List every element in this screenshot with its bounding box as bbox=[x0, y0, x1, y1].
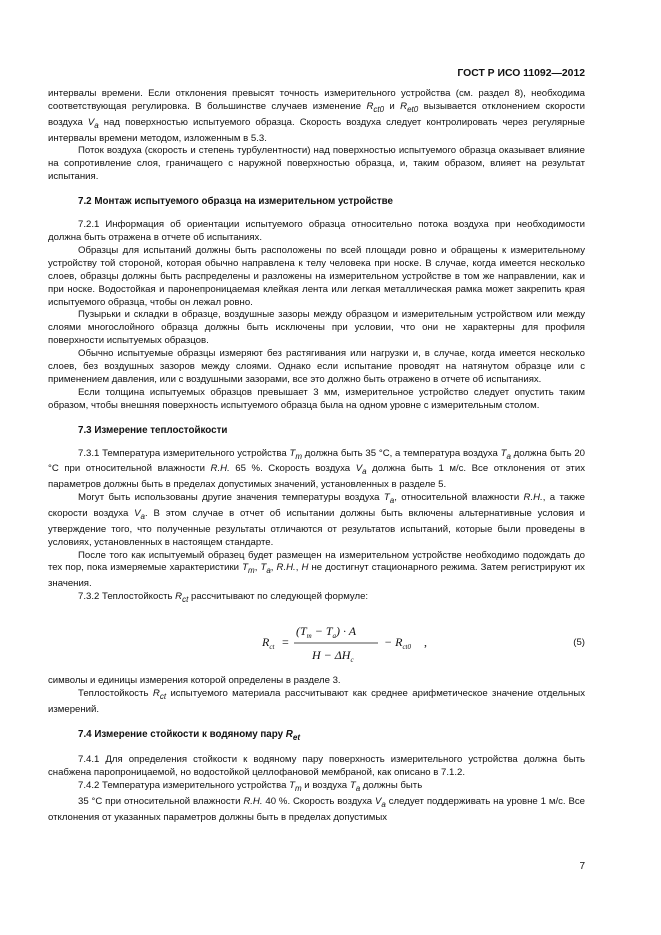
paragraph-symbols: символы и единицы измерения которой определены в разделе 3. bbox=[48, 674, 341, 686]
paragraph-thickness: Если толщина испытуемых образцов превышает 3 мм, измерительное устройство следует опустить таким образом, чтобы внешняя поверхность испытуемого образца была на одном уровне с измерительным столом. bbox=[48, 386, 585, 411]
paragraph-steady-state: После того как испытуемый образец будет размещен на измерительном устройстве необходимо подождать до тех пор, пока измеряемые характеристики $T_m$, $T_a$, R.H., H не достигнут стационарного режима. Затем регистрируют их значения. bbox=[48, 549, 585, 590]
standard-header: ГОСТ Р ИСО 11092—2012 bbox=[457, 68, 585, 79]
paragraph-no-stretching: Обычно испытуемые образцы измеряют без растягивания или нагрузки и, в случае, когда имеется несколько слоев, без воздушных зазоров между слоями. Однако если испытание проводят на натянутом образце или с применением давления, или с воздушными зазорами, все это должно быть отражено в отчете об испытаниях. bbox=[48, 348, 585, 385]
paragraph-airflow: Поток воздуха (скорость и степень турбулентности) над поверхностью испытуемого образца оказывает влияние на сопротивление слоя, граничащего с наружной поверхностью образца, и, таким образом, влияет на результат испытания. bbox=[48, 145, 585, 183]
paragraph-7-2-1: 7.2.1 Информация об ориентации испытуемого образца относительно потока воздуха при необходимости должна быть отражена в отчете об испытаниях. bbox=[48, 219, 585, 243]
svg-text:=: = bbox=[282, 634, 289, 649]
paragraph-alt-values: Могут быть использованы другие значения температуры воздуха $T_a$, относительной влажности R.H., а также скорости воздуха $V_a$. В этом случае в отчет об испытании должны быть включены альтернативные условия и утверждение того, что полученные результаты отличаются от результатов испытаний, которые были проведены в условиях, установленных в настоящем стандарте. bbox=[48, 492, 586, 548]
paragraph-7-4-2: 7.4.2 Температура измерительного устройства $T_m$ и воздуха $T_a$ должны быть bbox=[78, 780, 423, 794]
paragraph-7-3-2: 7.3.2 Теплостойкость $R_{ct}$ рассчитывают по следующей формуле: bbox=[78, 591, 369, 605]
equation-number: (5) bbox=[573, 636, 585, 648]
paragraph-7-4-1: 7.4.1 Для определения стойкости к водяному пару поверхность измерительного устройства должна быть снабжена паропроницаемой, но водостойкой целлофановой мембраной, как описано в 7.1.2. bbox=[48, 754, 585, 779]
paragraph-average: Теплостойкость $R_{ct}$ испытуемого материала рассчитывают как среднее арифметическое значение отдельных измерений. bbox=[48, 687, 585, 715]
formula-5 bbox=[48, 613, 585, 675]
section-heading-7-2: 7.2 Монтаж испытуемого образца на измерительном устройстве bbox=[78, 196, 393, 208]
page-number: 7 bbox=[579, 861, 585, 872]
svg-text:(Tm − Ta) · A: $(T_m - T_a) \cdot A$ bbox=[296, 623, 357, 640]
paragraph-bubbles: Пузырьки и складки в образце, воздушные зазоры между образцом и измерительным устройством или между слоями многослойного образца должны быть исключены при условии, что они не характерны для профиля поверхности испытуемых образцов. bbox=[48, 309, 585, 347]
section-heading-7-3: 7.3 Измерение теплостойкости bbox=[78, 424, 228, 436]
formula-graphic bbox=[258, 613, 478, 675]
svg-text:− Rct0: − $R_{ct0}$ bbox=[384, 634, 411, 651]
svg-text:Rct: $R_{ct}$ bbox=[262, 634, 275, 651]
section-heading-7-4: 7.4 Измерение стойкости к водяному пару $R_{et}$ bbox=[78, 728, 301, 742]
svg-text:,: , bbox=[424, 634, 427, 649]
document-body bbox=[48, 88, 585, 825]
paragraph-7-3-1: 7.3.1 Температура измерительного устройства $T_m$ должна быть 35 °C, а температура воздуха $T_a$ должна быть 20 °C при относительной влажности R.H. 65 %. Скорость воздуха $V_a$ должна быть 1 м/с. Все отклонения от этих параметров должны быть в пределах допустимых значений, установленных в разделе 5. bbox=[48, 447, 585, 491]
paragraph-sample-placement: Образцы для испытаний должны быть расположены по всей площади ровно и обращены к измерительному устройству той стороной, которая обычно направлена к телу человека при носке. В случае, когда имеется несколько слоев, образцы должны быть распределены и разложены на измерительном устройстве в том же направлении, как и при носке. Водостойкая и паронепроницаемая клейкая лента или легкая металлическая рамка может закрепить края испытуемого образца, чтобы он лежал ровно. bbox=[48, 244, 585, 308]
paragraph-continuation: интервалы времени. Если отклонения превысят точность измерительного устройства (см. раздел 8), необходима соответствующая регулировка. В большинстве случаев изменение $R_{ct0}$ и $R_{et0}$ вызывается отклонением скорости воздуха $V_a$ над поверхностью испытуемого образца. Скорость воздуха следует контролировать через регулярные интервалы времени методом, изложенным в 5.3. bbox=[48, 88, 585, 144]
svg-text:H − ΔHc: $H - \Delta H_c$ bbox=[312, 647, 354, 664]
paragraph-conditions: 35 °C при относительной влажности R.H. 40 %. Скорость воздуха $V_a$ следует поддерживать на уровне 1 м/с. Все отклонения от указанных параметров должны быть в пределах допустимых bbox=[48, 796, 585, 823]
